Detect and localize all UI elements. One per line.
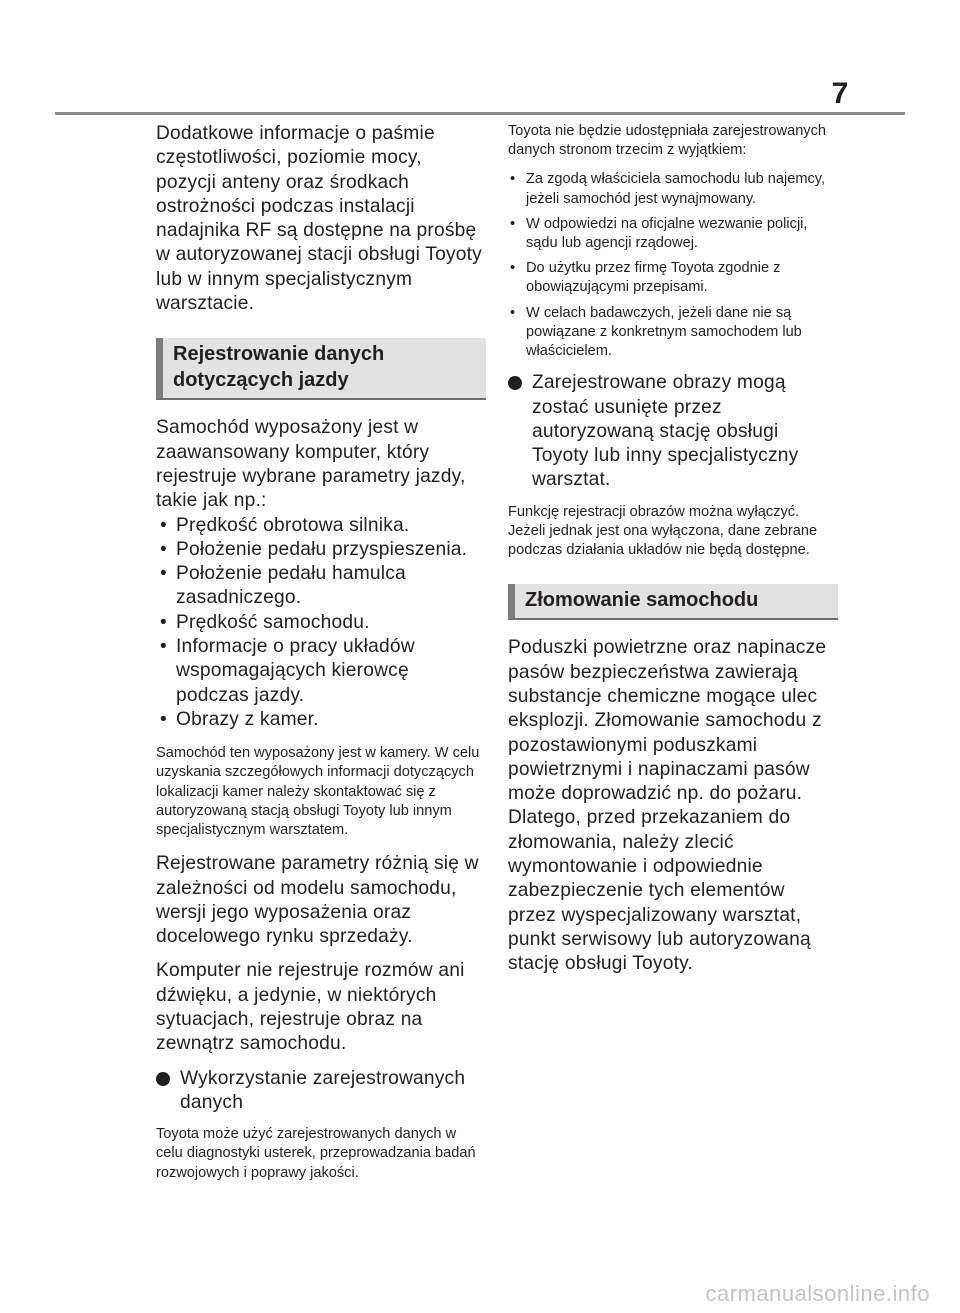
section-heading-data-recording: Rejestrowanie danych dotyczących jazdy — [156, 338, 486, 400]
watermark: carmanualsonline.info — [705, 1281, 930, 1306]
left-column — [156, 122, 486, 1183]
usage-heading-text: Wykorzystanie zarejestrowanych danych — [180, 1067, 466, 1113]
page-number: 7 — [831, 77, 849, 110]
bullet-dot-icon — [156, 1072, 170, 1086]
parameters-vary-text: Rejestrowane parametry różnią się w zależności od modelu samochodu, wersji jego wyposażenia oraz docelowego rynku sprzedaży. — [156, 853, 479, 948]
disclosure-exceptions-list — [508, 170, 838, 361]
image-deletion-heading — [508, 371, 838, 492]
no-voice-recording-text: Komputer nie rejestruje rozmów ani dźwięku, a jedynie, w niektórych sytuacjach, rejestruje obraz na zewnątrz samochodu. — [156, 960, 465, 1055]
usage-heading — [156, 1067, 486, 1116]
list-item: • Położenie pedału przyspieszenia. — [156, 538, 486, 562]
list-item: • Obrazy z kamer. — [156, 708, 486, 732]
list-item: • Prędkość samochodu. — [156, 611, 486, 635]
image-deletion-text: Funkcję rejestracji obrazów można wyłączyć. Jeżeli jednak jest ona wyłączona, dane zebrane podczas działania układów nie będą dostępne. — [508, 503, 818, 559]
section-heading-scrapping: Złomowanie samochodu — [508, 584, 838, 620]
list-item: • Prędkość obrotowa silnika. — [156, 514, 486, 538]
right-column — [508, 122, 838, 976]
list-item: • W celach badawczych, jeżeli dane nie są powiązane z konkretnym samochodem lub właścicielem. — [508, 304, 838, 362]
rf-transmitter-info: Dodatkowe informacje o paśmie częstotliwości, poziomie mocy, pozycji anteny oraz środkach ostrożności podczas instalacji nadajnika RF są dostępne na prośbę w autoryzowanej stacji obsługi Toyoty lub w innym specjalistycznym warsztacie. — [156, 123, 482, 315]
camera-note: Samochód ten wyposażony jest w kamery. W celu uzyskania szczegółowych informacji dotyczących lokalizacji kamer należy skontaktować się z autoryzowaną stacją obsługi Toyoty lub innym specjalistycznym warsztatem. — [156, 745, 480, 839]
list-item: • Informacje o pracy układów wspomagających kierowcę podczas jazdy. — [156, 635, 486, 708]
usage-text: Toyota może użyć zarejestrowanych danych w celu diagnostyki usterek, przeprowadzania badań rozwojowych i poprawy jakości. — [156, 1126, 476, 1181]
bullet-dot-icon — [508, 376, 522, 390]
disclosure-intro: Toyota nie będzie udostępniała zarejestrowanych danych stronom trzecim z wyjątkiem: — [508, 123, 827, 159]
list-item: • Położenie pedału hamulca zasadniczego. — [156, 562, 486, 611]
list-item: • W odpowiedzi na oficjalne wezwanie policji, sądu lub agencji rządowej. — [508, 215, 838, 253]
list-item: • Do użytku przez firmę Toyota zgodnie z obowiązującymi przepisami. — [508, 259, 838, 297]
list-item: • Za zgodą właściciela samochodu lub najemcy, jeżeli samochód jest wynajmowany. — [508, 170, 838, 208]
scrapping-text: Poduszki powietrzne oraz napinacze pasów bezpieczeństwa zawierają substancje chemiczne mogące ulec eksplozji. Złomowanie samochodu z pozostawionymi poduszkami powietrznymi i napinaczami pasów może doprowadzić np. do pożaru. Dlatego, przed przekazaniem do złomowania, należy zlecić wymontowanie i odpowiednie zabezpieczenie tych elementów przez wyspecjalizowany warsztat, punkt serwisowy lub autoryzowaną stację obsługi Toyoty. — [508, 637, 827, 975]
header-rule — [55, 112, 905, 115]
recording-intro: Samochód wyposażony jest w zaawansowany komputer, który rejestruje wybrane parametry jazdy, takie jak np.: — [156, 417, 466, 512]
recorded-parameters-list — [156, 514, 486, 733]
image-deletion-heading-text: Zarejestrowane obrazy mogą zostać usunięte przez autoryzowaną stację obsługi Toyoty lub inny specjalistyczny warsztat. — [532, 372, 799, 491]
